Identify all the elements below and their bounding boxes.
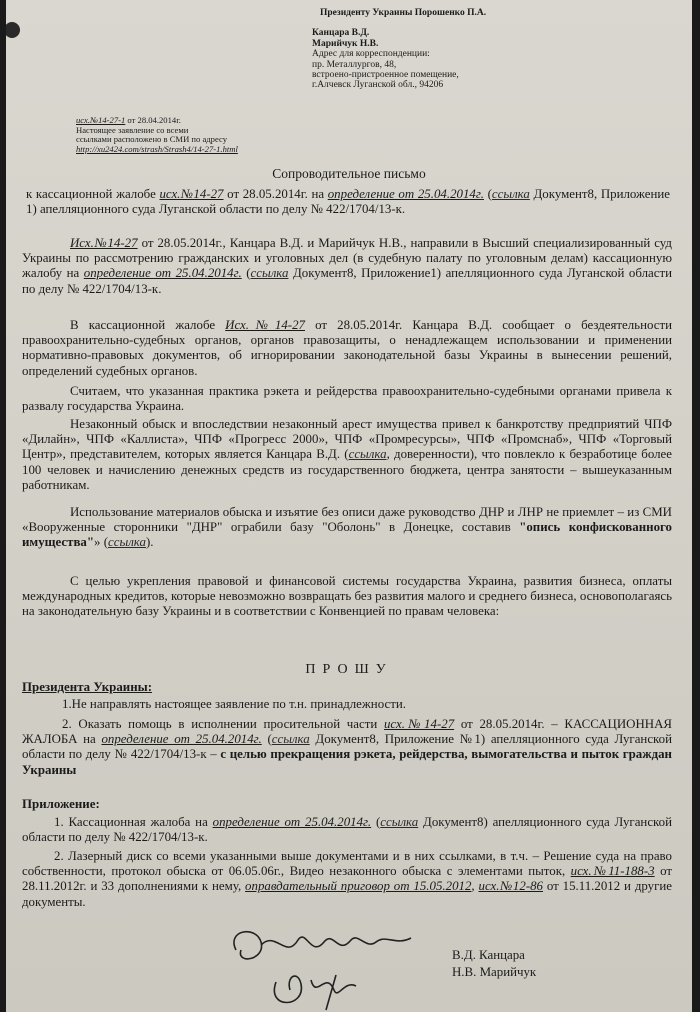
definition-link[interactable]: определение от 25.04.2014г. — [212, 815, 372, 829]
outgoing-ref-block: исх.№14-27-1 от 28.04.2014г. Настоящее заявление со всеми ссылками расположено в СМИ по адресу http://xu2424.com/strash/Strash4/14-27-1.html — [76, 115, 238, 154]
addressee-block — [312, 8, 486, 91]
link[interactable]: ссылка — [108, 535, 146, 550]
paragraph-1: Исх.№14-27 от 28.05.2014г., Канцара В.Д. и Марийчук Н.В., направили в Высший специализированный суд Украины по рассмотрению гражданских и уголовных дел (в судебную палату по уголовным делам) кассационную жалобу на определение от 25.04.2014г. (ссылка Документ8, Приложение1) апелляционного суда Луганской области по делу № 422/1704/13-к. — [22, 236, 673, 296]
signatory-1: В.Д. Канцара — [452, 948, 525, 962]
paragraph-5: Использование материалов обыска и изъятие без описи даже руководство ДНР и ЛНР не приемлет – из СМИ «Вооруженные сторонники "ДНР" ограбили базу "Оболонь" в Донецке, составив "опись конфискованного имущества"» (ссылка). — [22, 505, 672, 550]
sender-1: Канцара В.Д. — [312, 28, 370, 39]
address-line: пр. Металлургов, 48, — [312, 59, 397, 70]
document-title: Сопроводительное письмо — [272, 166, 426, 181]
request-1: 1.Не направлять настоящее заявление по т.н. принадлежности. — [62, 697, 406, 711]
ref-link[interactable]: Исх.№14-27 — [70, 236, 138, 250]
paragraph-2: В кассационной жалобе Исх.№14-27 от 28.05.2014г. Канцара В.Д. сообщает о бездеятельности правоохранительно-судебных органов, органов правозащиты, о ненадлежащем использовании и применении нормативно-правовых документов, об игнорировании законодательной базы Украины в вынесении решений, определений судебных органов. — [22, 318, 672, 378]
punch-hole — [6, 22, 20, 38]
outgoing-ref[interactable]: исх.№14-27-1 — [76, 115, 126, 125]
link[interactable]: ссылка — [491, 187, 530, 201]
ref-link[interactable]: Исх.№14-27 — [225, 318, 305, 332]
definition-link[interactable]: определение от 25.04.2014г. — [83, 266, 242, 281]
link[interactable]: ссылка — [250, 266, 289, 281]
address-line: встроено-пристроенное помещение, — [312, 70, 459, 81]
president-label: Президента Украины: — [22, 680, 153, 694]
link[interactable]: ссылка — [271, 732, 310, 747]
handwritten-signatures — [216, 920, 436, 1012]
document-page — [6, 0, 692, 1012]
address-line: г.Алчевск Луганской обл., 94206 — [312, 80, 444, 91]
request-2: 2. Оказать помощь в исполнении просительной части исх.№14-27 от 28.05.2014г. – КАССАЦИОННАЯ ЖАЛОБА на определение от 25.04.2014г. (ссылка Документ8, Приложение №1) апелляционного суда Луганской области по делу № 422/1704/13-к – с целью прекращения рэкета, рейдерства, вымогательства и пыток граждан Украины — [22, 717, 672, 777]
outgoing-url[interactable]: http://xu2424.com/strash/Strash4/14-27-1.html — [76, 143, 238, 154]
ref-link[interactable]: исх.№11-188-3 — [570, 864, 655, 879]
link[interactable]: ссылка — [380, 815, 419, 829]
attachments-label: Приложение: — [22, 797, 100, 811]
attachment-1: 1. Кассационная жалоба на определение от 25.04.2014г. (ссылка Документ8) апелляционного суда Луганской области по делу № 422/1704/13-к. — [22, 815, 672, 845]
link[interactable]: ссылка — [348, 447, 387, 462]
definition-link[interactable]: определение от 25.04.2014г. — [327, 187, 484, 201]
paragraph-3: Считаем, что указанная практика рэкета и рейдерства правоохранительно-судебными органами привела к развалу государства Украина. — [22, 384, 672, 414]
definition-link[interactable]: определение от 25.04.2014г. — [101, 732, 262, 747]
subtitle: к кассационной жалобе исх.№14-27 от 28.05.2014г. на определение от 25.04.2014г. (ссылка Документ8, Приложение 1) апелляционного суда Луганской области по делу № 422/1704/13-к. — [26, 187, 671, 217]
signatory-2: Н.В. Марийчук — [452, 965, 537, 979]
attachment-2: 2. Лазерный диск со всеми указанными выше документами и в них ссылками, в т.ч. – Решение суда на право собственности, протокол обыска от 06.05.06г., Видео незаконного обыска с элементами пыток, исх.№11-188-3 от 28.11.2012г. и 33 дополнениями к нему, оправдательный приговор от 15.05.2012, исх.№12-86 от 15.11.2012 и другие документы. — [22, 849, 673, 909]
request-heading: ПРОШУ — [305, 662, 393, 677]
ref-link[interactable]: исх.№12-86 — [478, 879, 543, 894]
ref-link[interactable]: исх.№14-27 — [383, 717, 455, 731]
addressee-to: Президенту Украины Порошенко П.А. — [320, 8, 487, 18]
sender-2: Марийчук Н.В. — [312, 38, 379, 49]
paragraph-6: С целью укрепления правовой и финансовой системы государства Украина, развития бизнеса, оплаты международных кредитов, которые невозможно возвращать без развития малого и среднего бизнеса, основополагаясь на законодательную базу Украины и в соответствии с Конвенцией по правам человека: — [22, 574, 672, 619]
paragraph-4: Незаконный обыск и впоследствии незаконный арест имущества привел к банкротству предприятий ЧПФ «Дилайн», ЧПФ «Каллиста», ЧПФ «Прогресс 2000», ЧПФ «Промресурсы», ЧПФ «Промснаб», ЧПФ «Торговый Центр», представителем, которых является Канцара В.Д. (ссылка, доверенности), что повлекло к безработице более 100 человек и начислению денежных средств из государственного бюджета, центра занятости – вышеуказанным работникам. — [22, 417, 672, 492]
ref-link[interactable]: оправдательный приговор от 15.05.2012 — [245, 879, 472, 894]
address-line: Адрес для корреспонденции: — [312, 49, 430, 60]
ref-link[interactable]: исх.№14-27 — [159, 187, 224, 201]
